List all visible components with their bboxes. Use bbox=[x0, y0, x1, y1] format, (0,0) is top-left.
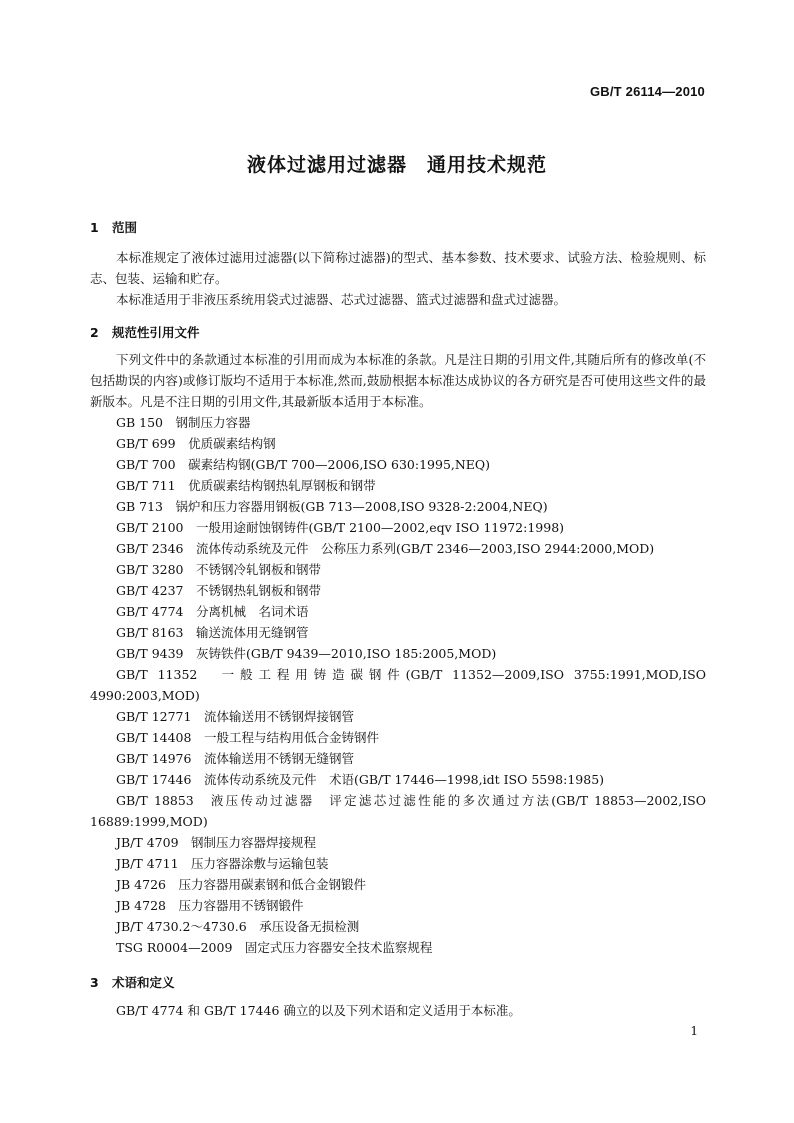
reference-code: GB/T 3280 bbox=[116, 562, 184, 577]
reference-title: 优质碳素结构钢 bbox=[188, 436, 276, 451]
reference-item bbox=[90, 853, 706, 874]
reference-code: GB/T 14408 bbox=[116, 730, 192, 745]
reference-title: 承压设备无损检测 bbox=[259, 919, 360, 934]
reference-item bbox=[90, 916, 706, 937]
reference-title: 压力容器用不锈钢锻件 bbox=[178, 898, 304, 913]
reference-code: TSG R0004—2009 bbox=[116, 940, 233, 955]
reference-title: 不锈钢冷轧钢板和钢带 bbox=[196, 562, 322, 577]
reference-code: GB/T 699 bbox=[116, 436, 176, 451]
reference-code: GB 150 bbox=[116, 415, 164, 430]
reference-code: JB/T 4730.2～4730.6 bbox=[116, 919, 247, 934]
reference-title: 流体传动系统及元件 公称压力系列(GB/T 2346—2003,ISO 2944:2000,MOD) bbox=[196, 541, 655, 556]
reference-title: 优质碳素结构钢热轧厚钢板和钢带 bbox=[188, 478, 376, 493]
reference-title: 液压传动过滤器 评定滤芯过滤性能的多次通过方法(GB/T 18853—2002,ISO 16889:1999,MOD) bbox=[90, 793, 706, 829]
reference-code: JB 4726 bbox=[116, 877, 166, 892]
section-number: 3 bbox=[90, 975, 99, 990]
reference-item bbox=[90, 874, 706, 895]
reference-item bbox=[90, 412, 706, 433]
section-3-paragraph-1: GB/T 4774 和 GB/T 17446 确立的以及下列术语和定义适用于本标准。 bbox=[116, 1003, 521, 1018]
reference-item bbox=[90, 496, 706, 517]
reference-title: 流体传动系统及元件 术语(GB/T 17446—1998,idt ISO 5598:1985) bbox=[203, 772, 605, 787]
reference-item bbox=[90, 832, 706, 853]
reference-code: GB/T 700 bbox=[116, 457, 176, 472]
section-1-paragraph-1: 本标准规定了液体过滤用过滤器(以下简称过滤器)的型式、基本参数、技术要求、试验方法、检验规则、标志、包装、运输和贮存。 bbox=[90, 250, 706, 286]
reference-code: JB 4728 bbox=[116, 898, 166, 913]
standard-code: GB/T 26114—2010 bbox=[589, 84, 705, 99]
section-title: 范围 bbox=[112, 220, 138, 235]
reference-title: 碳素结构钢(GB/T 700—2006,ISO 630:1995,NEQ) bbox=[188, 457, 491, 472]
reference-title: 分离机械 名词术语 bbox=[196, 604, 309, 619]
document-title: 液体过滤用过滤器 通用技术规范 bbox=[246, 154, 547, 176]
reference-item bbox=[90, 790, 706, 832]
reference-code: GB/T 2100 bbox=[116, 520, 184, 535]
reference-item bbox=[90, 559, 706, 580]
page-number: 1 bbox=[690, 1024, 698, 1038]
reference-item bbox=[90, 622, 706, 643]
reference-code: GB/T 4237 bbox=[116, 583, 184, 598]
reference-code: GB/T 14976 bbox=[116, 751, 192, 766]
reference-title: 灰铸铁件(GB/T 9439—2010,ISO 185:2005,MOD) bbox=[196, 646, 497, 661]
section-2-heading bbox=[90, 323, 200, 341]
reference-code: GB/T 11352 bbox=[116, 667, 198, 682]
reference-title: 钢制压力容器焊接规程 bbox=[191, 835, 317, 850]
reference-item bbox=[90, 643, 706, 664]
reference-title: 流体输送用不锈钢焊接钢管 bbox=[203, 709, 354, 724]
reference-item bbox=[90, 769, 706, 790]
reference-code: GB/T 711 bbox=[116, 478, 176, 493]
reference-item bbox=[90, 727, 706, 748]
reference-item bbox=[90, 433, 706, 454]
reference-title: 钢制压力容器 bbox=[175, 415, 251, 430]
section-number: 1 bbox=[90, 220, 99, 235]
reference-item bbox=[90, 706, 706, 727]
reference-title: 一般工程用铸造碳钢件(GB/T 11352—2009,ISO 3755:1991,MOD,ISO 4990:2003,MOD) bbox=[90, 667, 706, 703]
reference-title: 锅炉和压力容器用钢板(GB 713—2008,ISO 9328-2:2004,NEQ) bbox=[175, 499, 548, 514]
reference-item bbox=[90, 937, 706, 958]
reference-code: GB/T 9439 bbox=[116, 646, 184, 661]
section-1-heading bbox=[90, 218, 137, 236]
reference-code: GB/T 12771 bbox=[116, 709, 192, 724]
reference-item bbox=[90, 475, 706, 496]
normative-reference-list bbox=[90, 412, 706, 958]
reference-title: 一般工程与结构用低合金铸钢件 bbox=[203, 730, 379, 745]
section-number: 2 bbox=[90, 325, 99, 340]
reference-item bbox=[90, 748, 706, 769]
reference-title: 压力容器用碳素钢和低合金钢锻件 bbox=[178, 877, 367, 892]
section-3-heading bbox=[90, 973, 175, 991]
reference-item bbox=[90, 664, 706, 706]
reference-title: 输送流体用无缝钢管 bbox=[196, 625, 309, 640]
reference-item bbox=[90, 538, 706, 559]
reference-code: GB/T 17446 bbox=[116, 772, 192, 787]
reference-title: 压力容器涂敷与运输包装 bbox=[191, 856, 329, 871]
reference-code: GB/T 18853 bbox=[116, 793, 194, 808]
reference-item bbox=[90, 454, 706, 475]
reference-title: 一般用途耐蚀钢铸件(GB/T 2100—2002,eqv ISO 11972:1998) bbox=[196, 520, 565, 535]
reference-item bbox=[90, 517, 706, 538]
section-2-paragraph-1: 下列文件中的条款通过本标准的引用而成为本标准的条款。凡是注日期的引用文件,其随后所有的修改单(不包括勘误的内容)或修订版均不适用于本标准,然而,鼓励根据本标准达成协议的各方研究是否可使用这些文件的最新版本。凡是不注日期的引用文件,其最新版本适用于本标准。 bbox=[90, 352, 706, 409]
reference-item bbox=[90, 601, 706, 622]
reference-title: 流体输送用不锈钢无缝钢管 bbox=[203, 751, 354, 766]
section-title: 规范性引用文件 bbox=[112, 325, 200, 340]
section-1-paragraph-2: 本标准适用于非液压系统用袋式过滤器、芯式过滤器、篮式过滤器和盘式过滤器。 bbox=[116, 292, 567, 307]
reference-code: GB/T 4774 bbox=[116, 604, 184, 619]
reference-title: 固定式压力容器安全技术监察规程 bbox=[244, 940, 433, 955]
reference-code: GB/T 2346 bbox=[116, 541, 184, 556]
reference-code: GB 713 bbox=[116, 499, 164, 514]
reference-title: 不锈钢热轧钢板和钢带 bbox=[196, 583, 322, 598]
reference-code: GB/T 8163 bbox=[116, 625, 184, 640]
reference-code: JB/T 4709 bbox=[116, 835, 179, 850]
section-title: 术语和定义 bbox=[112, 975, 175, 990]
reference-code: JB/T 4711 bbox=[116, 856, 179, 871]
reference-item bbox=[90, 580, 706, 601]
reference-item bbox=[90, 895, 706, 916]
